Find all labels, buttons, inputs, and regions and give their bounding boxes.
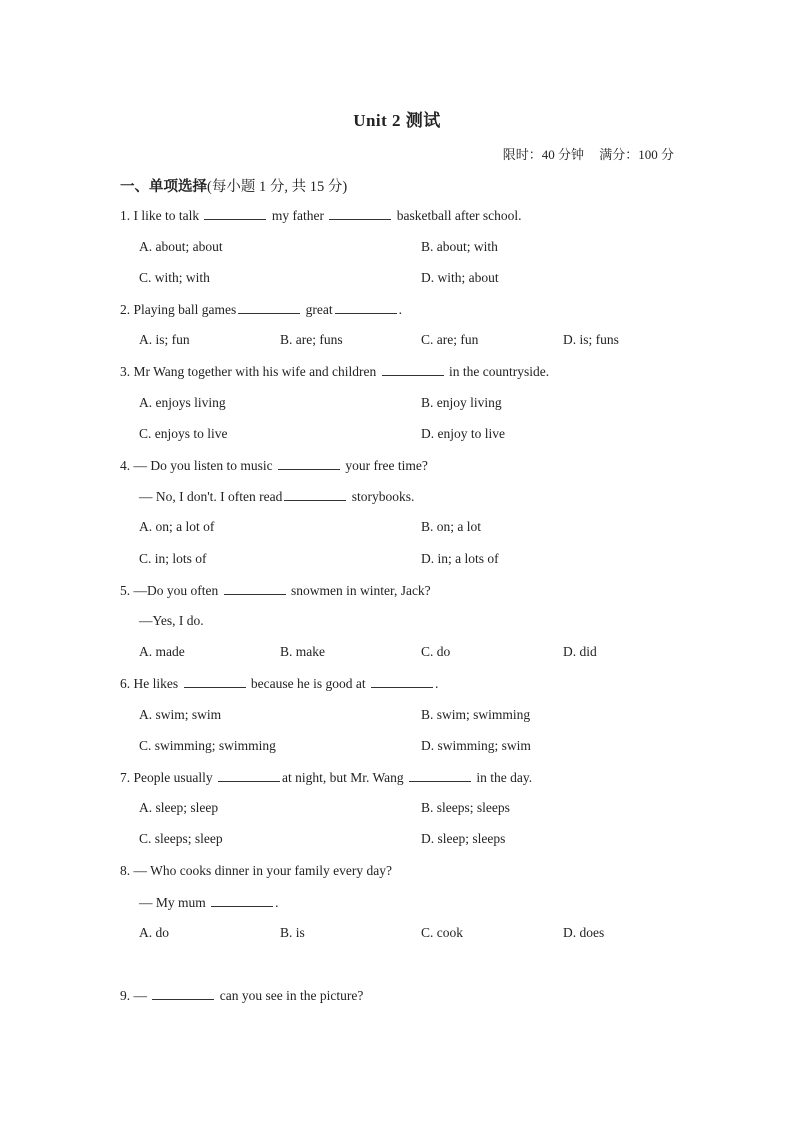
question-7-option-a[interactable]: A. sleep; sleep xyxy=(139,800,219,815)
question-text: at night, but Mr. Wang xyxy=(282,770,408,785)
question-text: . xyxy=(275,895,279,910)
question-3-option-b[interactable]: B. enjoy living xyxy=(421,395,502,410)
question-text: storybooks. xyxy=(348,489,415,504)
question-8-option-c[interactable]: C. cook xyxy=(421,925,463,940)
question-text: because he is good at xyxy=(247,676,369,691)
answer-blank[interactable] xyxy=(238,301,300,314)
question-4-option-d[interactable]: D. in; a lots of xyxy=(421,551,499,566)
answer-blank[interactable] xyxy=(184,675,246,688)
question-2-option-d[interactable]: D. is; funs xyxy=(563,332,619,347)
question-text: . xyxy=(398,302,402,317)
question-text: in the day. xyxy=(473,770,533,785)
question-2-option-b[interactable]: B. are; funs xyxy=(280,332,343,347)
answer-blank[interactable] xyxy=(329,207,391,220)
question-7-stem xyxy=(120,769,532,786)
question-text: . xyxy=(434,676,439,691)
question-text: 2. Playing ball games xyxy=(120,302,237,317)
question-2-stem xyxy=(120,301,402,318)
answer-blank[interactable] xyxy=(284,488,346,501)
question-3-option-d[interactable]: D. enjoy to live xyxy=(421,426,505,441)
question-8-option-a[interactable]: A. do xyxy=(139,925,169,940)
question-1-option-a[interactable]: A. about; about xyxy=(139,239,223,254)
question-text: 5. —Do you often xyxy=(120,583,222,598)
question-3-stem xyxy=(120,363,549,380)
question-6-option-c[interactable]: C. swimming; swimming xyxy=(139,738,276,753)
question-text: 7. People usually xyxy=(120,770,216,785)
answer-blank[interactable] xyxy=(211,894,273,907)
question-text: 3. Mr Wang together with his wife and children xyxy=(120,364,380,379)
question-8-stem xyxy=(120,863,392,879)
question-6-option-d[interactable]: D. swimming; swim xyxy=(421,738,531,753)
question-text: — My mum xyxy=(139,895,210,910)
question-4-stem xyxy=(120,457,428,474)
answer-blank[interactable] xyxy=(218,769,280,782)
question-2-option-a[interactable]: A. is; fun xyxy=(139,332,190,347)
question-1-option-b[interactable]: B. about; with xyxy=(421,239,498,254)
question-text: can you see in the picture? xyxy=(216,988,364,1003)
question-6-stem xyxy=(120,675,438,692)
question-9-stem xyxy=(120,987,363,1004)
answer-blank[interactable] xyxy=(204,207,266,220)
answer-blank[interactable] xyxy=(278,457,340,470)
question-5-option-c[interactable]: C. do xyxy=(421,644,451,659)
full-score: 满分：100 分 xyxy=(599,147,674,162)
question-5-reply xyxy=(139,613,204,629)
question-text: 1. I like to talk xyxy=(120,208,203,223)
question-6-option-a[interactable]: A. swim; swim xyxy=(139,707,222,722)
question-5-stem xyxy=(120,582,431,599)
section-heading xyxy=(120,175,347,196)
question-text: my father xyxy=(268,208,328,223)
section-heading-sub: (每小题 1 分, 共 15 分) xyxy=(207,179,348,195)
answer-blank[interactable] xyxy=(409,769,471,782)
question-text: 8. — Who cooks dinner in your family every day? xyxy=(120,863,392,878)
question-1-option-c[interactable]: C. with; with xyxy=(139,270,210,285)
question-4-reply xyxy=(139,488,414,505)
question-text: your free time? xyxy=(342,458,428,473)
question-text: 9. — xyxy=(120,988,151,1003)
question-text: in the countryside. xyxy=(445,364,550,379)
question-5-option-d[interactable]: D. did xyxy=(563,644,597,659)
answer-blank[interactable] xyxy=(152,987,214,1000)
question-1-stem xyxy=(120,207,522,224)
question-6-option-b[interactable]: B. swim; swimming xyxy=(421,707,531,722)
answer-blank[interactable] xyxy=(224,582,286,595)
question-5-option-b[interactable]: B. make xyxy=(280,644,325,659)
question-2-option-c[interactable]: C. are; fun xyxy=(421,332,479,347)
question-text: 6. He likes xyxy=(120,676,182,691)
test-title: Unit 2 测试 xyxy=(353,111,441,130)
question-text: — No, I don't. I often read xyxy=(139,489,283,504)
question-8-option-b[interactable]: B. is xyxy=(280,925,305,940)
question-4-option-c[interactable]: C. in; lots of xyxy=(139,551,207,566)
question-7-option-c[interactable]: C. sleeps; sleep xyxy=(139,831,223,846)
time-limit: 限时：40 分钟 xyxy=(502,147,584,162)
question-8-option-d[interactable]: D. does xyxy=(563,925,605,940)
question-3-option-a[interactable]: A. enjoys living xyxy=(139,395,226,410)
test-meta xyxy=(503,144,674,163)
question-text: basketball after school. xyxy=(393,208,522,223)
question-1-option-d[interactable]: D. with; about xyxy=(421,270,499,285)
question-text: —Yes, I do. xyxy=(139,613,204,628)
question-text: great xyxy=(302,302,333,317)
question-text: 4. — Do you listen to music xyxy=(120,458,276,473)
section-heading-main: 一、单项选择 xyxy=(120,179,207,195)
question-7-option-b[interactable]: B. sleeps; sleeps xyxy=(421,800,510,815)
question-8-reply xyxy=(139,894,279,911)
question-7-option-d[interactable]: D. sleep; sleeps xyxy=(421,831,506,846)
question-4-option-b[interactable]: B. on; a lot xyxy=(421,519,481,534)
question-4-option-a[interactable]: A. on; a lot of xyxy=(139,519,215,534)
question-5-option-a[interactable]: A. made xyxy=(139,644,185,659)
answer-blank[interactable] xyxy=(371,675,433,688)
question-3-option-c[interactable]: C. enjoys to live xyxy=(139,426,228,441)
answer-blank[interactable] xyxy=(335,301,397,314)
answer-blank[interactable] xyxy=(382,363,444,376)
question-text: snowmen in winter, Jack? xyxy=(287,583,431,598)
